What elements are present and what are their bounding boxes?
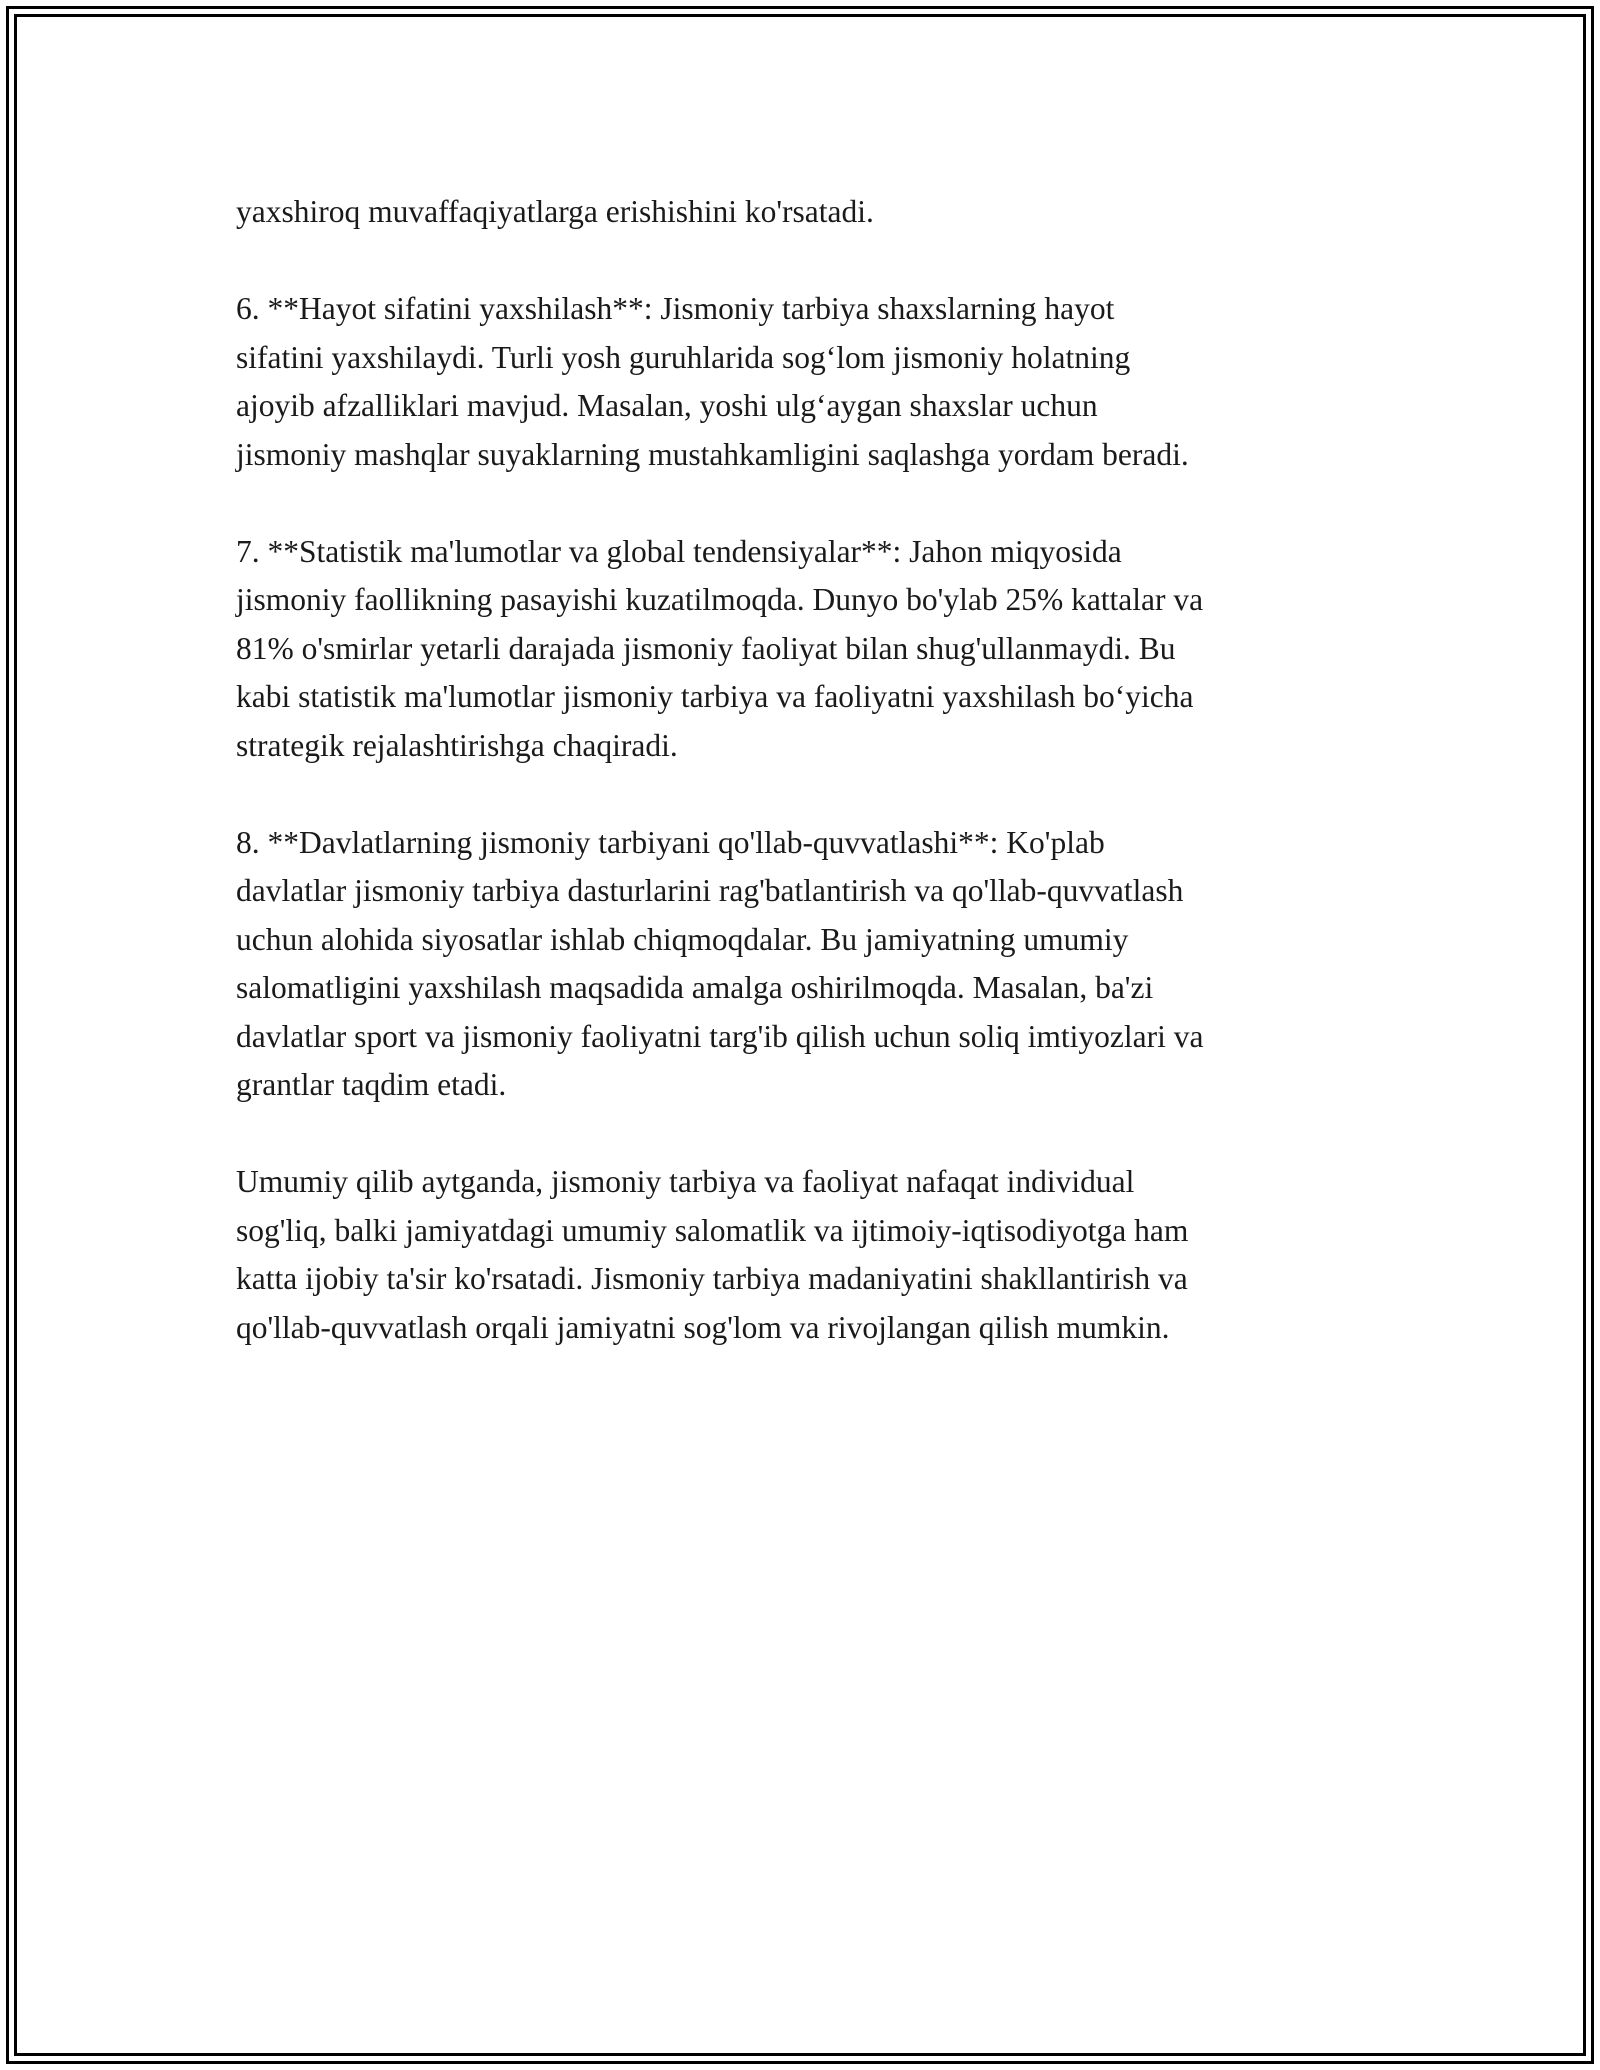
- text-line: Umumiy qilib aytganda, jismoniy tarbiya va faoliyat nafaqat individual: [236, 1164, 1135, 1199]
- paragraph-continuation: [236, 188, 1376, 237]
- paragraph-7-statistics: [236, 528, 1376, 771]
- text-line: 7. **Statistik ma'lumotlar va global tendensiyalar**: Jahon miqyosida: [236, 533, 1122, 569]
- paragraph-6-quality-of-life: [236, 285, 1376, 479]
- text-line: 8. **Davlatlarning jismoniy tarbiyani qo'llab-quvvatlashi**: Ko'plab: [236, 824, 1105, 860]
- text-line: davlatlar sport va jismoniy faoliyatni targ'ib qilish uchun soliq imtiyozlari va: [236, 1018, 1204, 1054]
- text-line: sog'liq, balki jamiyatdagi umumiy salomatlik va ijtimoiy-iqtisodiyotga ham: [236, 1212, 1189, 1248]
- text-line: kabi statistik ma'lumotlar jismoniy tarbiya va faoliyatni yaxshilash bo‘yicha: [236, 679, 1194, 714]
- text-line: 6. **Hayot sifatini yaxshilash**: Jismoniy tarbiya shaxslarning hayot: [236, 291, 1115, 326]
- text-line: salomatligini yaxshilash maqsadida amalga oshirilmoqda. Masalan, ba'zi: [236, 970, 1154, 1005]
- text-line: jismoniy mashqlar suyaklarning mustahkamligini saqlashga yordam beradi.: [236, 436, 1189, 472]
- text-line: ajoyib afzalliklari mavjud. Masalan, yoshi ulg‘aygan shaxslar uchun: [236, 388, 1098, 423]
- text-line: davlatlar jismoniy tarbiya dasturlarini rag'batlantirish va qo'llab-quvvatlash: [236, 873, 1184, 908]
- text-line: qo'llab-quvvatlash orqali jamiyatni sog'lom va rivojlangan qilish mumkin.: [236, 1309, 1170, 1345]
- document-body: [236, 188, 1376, 1401]
- text-line: katta ijobiy ta'sir ko'rsatadi. Jismoniy tarbiya madaniyatini shakllantirish va: [236, 1261, 1188, 1296]
- text-line: uchun alohida siyosatlar ishlab chiqmoqdalar. Bu jamiyatning umumiy: [236, 921, 1129, 957]
- text-line: jismoniy faollikning pasayishi kuzatilmoqda. Dunyo bo'ylab 25% kattalar va: [236, 582, 1204, 617]
- text-line: sifatini yaxshilaydi. Turli yosh guruhlarida sog‘lom jismoniy holatning: [236, 339, 1131, 375]
- text-line: strategik rejalashtirishga chaqiradi.: [236, 727, 678, 763]
- text-line: grantlar taqdim etadi.: [236, 1067, 507, 1102]
- paragraph-8-government-support: [236, 819, 1376, 1110]
- text-line: yaxshiroq muvaffaqiyatlarga erishishini ko'rsatadi.: [236, 194, 874, 229]
- paragraph-conclusion: [236, 1158, 1376, 1352]
- text-line: 81% o'smirlar yetarli darajada jismoniy faoliyat bilan shug'ullanmaydi. Bu: [236, 630, 1176, 666]
